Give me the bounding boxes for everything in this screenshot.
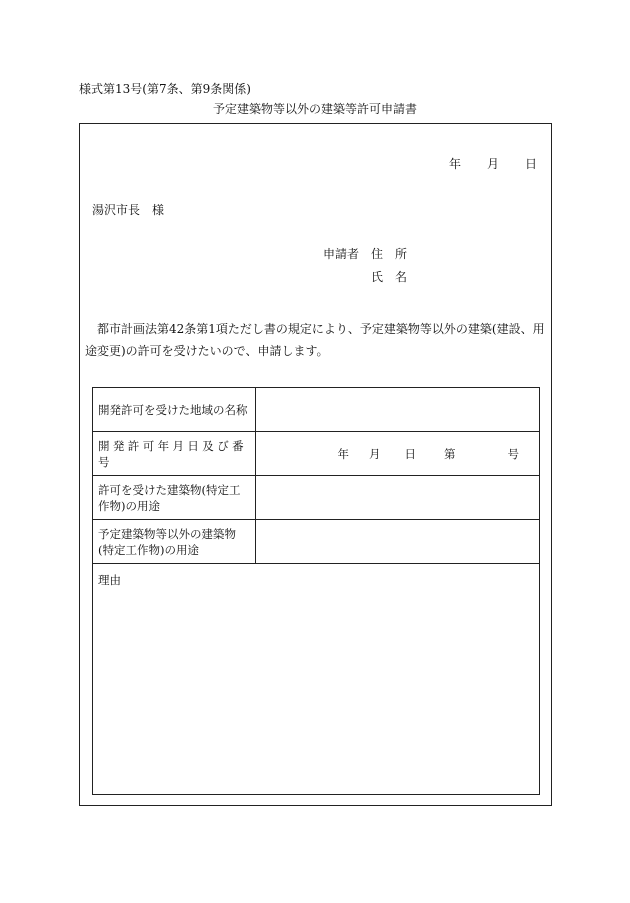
permit-date-value-cell[interactable] xyxy=(256,432,540,476)
table-row-area-name xyxy=(93,388,540,432)
area-name-label: 開発許可を受けた地域の名称 xyxy=(93,388,256,432)
date-day-unit: 日 xyxy=(524,157,537,171)
form-number: 様式第13号(第7条、第9条関係) xyxy=(79,82,251,96)
area-name-value-cell[interactable] xyxy=(256,388,540,432)
planned-other-use-value-cell[interactable] xyxy=(256,520,540,564)
date-month-unit: 月 xyxy=(486,157,499,171)
permitted-use-value-cell[interactable] xyxy=(256,476,540,520)
reason-cell[interactable] xyxy=(93,564,540,795)
planned-other-use-label: 予定建築物等以外の建築物(特定工作物)の用途 xyxy=(93,520,256,564)
application-statement: 都市計画法第42条第1項ただし書の規定により、予定建築物等以外の建築(建設、用途変更)の許可を受けたいので、申請します。 xyxy=(85,322,545,358)
date-year-unit: 年 xyxy=(448,157,461,171)
table-row-permit-date xyxy=(93,432,540,476)
document-title: 予定建築物等以外の建築等許可申請書 xyxy=(212,102,417,116)
applicant-name-label: 氏 名 xyxy=(371,270,408,284)
table-row-permitted-use xyxy=(93,476,540,520)
reason-label: 理由 xyxy=(98,573,121,587)
table-row-planned-other-use xyxy=(93,520,540,564)
permit-year-unit: 年 xyxy=(337,446,349,461)
addressee: 湯沢市長 様 xyxy=(92,203,165,217)
permit-day-unit: 日 xyxy=(404,446,416,461)
permit-number-prefix: 第 xyxy=(444,446,456,461)
table-row-reason xyxy=(93,564,540,795)
application-info-table xyxy=(92,387,540,795)
date-line xyxy=(449,155,537,172)
permitted-use-label: 許可を受けた建築物(特定工作物)の用途 xyxy=(93,476,256,520)
permit-month-unit: 月 xyxy=(369,446,381,461)
permit-date-label: 開発許可年月日及び番号 xyxy=(93,432,256,476)
permit-number-suffix: 号 xyxy=(507,446,519,461)
applicant-address-label: 申請者 住 所 xyxy=(323,247,408,261)
